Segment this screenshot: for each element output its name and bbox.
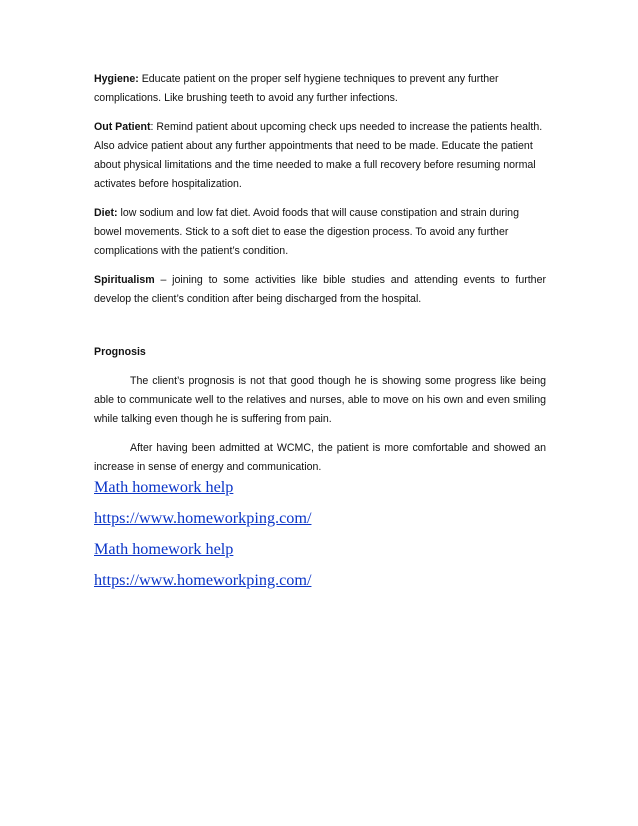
math-homework-help-link-1[interactable]: Math homework help <box>94 478 234 496</box>
diet-paragraph <box>94 204 546 261</box>
diet-label: Diet: <box>94 207 118 219</box>
document-page <box>94 70 546 487</box>
spiritualism-text: – joining to some activities like bible studies and attending events to further develop the client’s condition after being discharged from the hospital. <box>94 274 546 305</box>
homeworkping-url-link-2[interactable]: https://www.homeworkping.com/ <box>94 571 312 589</box>
prognosis-paragraph-1: The client’s prognosis is not that good though he is showing some progress like being able to communicate well to the relatives and nurses, able to move on his own and even smiling while talking even though he is suffering from pain. <box>94 375 546 425</box>
out-patient-label: Out Patient <box>94 121 151 133</box>
diet-text: low sodium and low fat diet. Avoid foods that will cause constipation and strain during bowel movements. Stick to a soft diet to ease the digestion process. To avoid any further complications with the patient’s condition. <box>94 207 519 257</box>
out-patient-text: : Remind patient about upcoming check ups needed to increase the patients health. Also advice patient about any further appointments that need to be made. Educate the patient about physical limitations and the time needed to make a full recovery before resuming normal activates before hospitalization. <box>94 121 543 190</box>
link-list <box>94 472 311 596</box>
hygiene-paragraph <box>94 70 546 108</box>
section-spacer <box>94 319 546 343</box>
math-homework-help-link-2[interactable]: Math homework help <box>94 540 234 558</box>
hygiene-text: Educate patient on the proper self hygiene techniques to prevent any further complications. Like brushing teeth to avoid any further infections. <box>94 73 499 104</box>
spiritualism-label: Spiritualism <box>94 274 155 286</box>
prognosis-paragraph-2: After having been admitted at WCMC, the patient is more comfortable and showed an increase in sense of energy and communication. <box>94 442 546 473</box>
out-patient-paragraph <box>94 118 546 194</box>
hygiene-label: Hygiene: <box>94 73 139 85</box>
homeworkping-url-link-1[interactable]: https://www.homeworkping.com/ <box>94 509 312 527</box>
prognosis-heading: Prognosis <box>94 346 146 358</box>
spiritualism-paragraph <box>94 271 546 309</box>
